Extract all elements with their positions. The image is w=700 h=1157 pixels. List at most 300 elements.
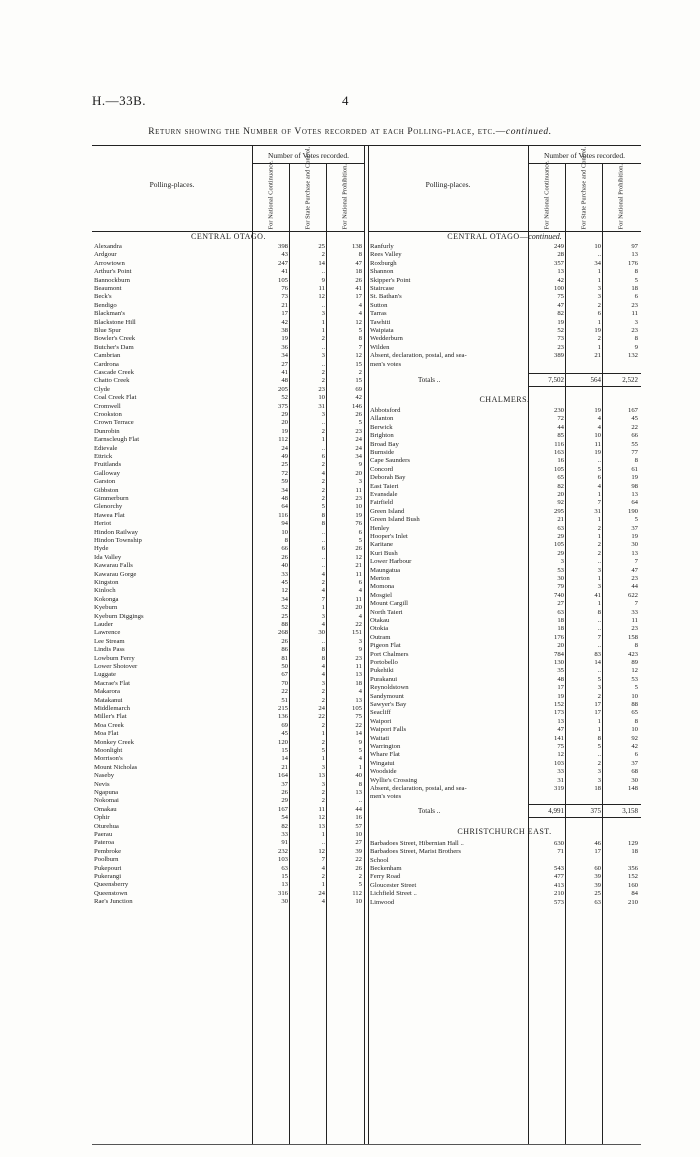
national-continuance-votes: 47 xyxy=(557,301,564,309)
state-purchase-votes: 13 xyxy=(318,772,325,780)
national-prohibition-votes: 30 xyxy=(631,776,638,784)
national-continuance-votes: 49 xyxy=(281,453,288,460)
table-row xyxy=(92,814,365,822)
state-purchase-votes: 5 xyxy=(597,743,601,750)
polling-place-name: Moonlight xyxy=(94,747,123,754)
page-header xyxy=(0,93,700,113)
state-purchase-votes: .. xyxy=(321,268,325,276)
polling-place-name: Warrington xyxy=(370,743,401,750)
table-row xyxy=(368,735,641,743)
state-purchase-votes: 2 xyxy=(597,692,601,700)
state-purchase-votes: 41 xyxy=(594,591,601,599)
state-purchase-votes: 4 xyxy=(597,423,601,431)
national-prohibition-votes: 12 xyxy=(631,667,638,675)
state-purchase-votes: 1 xyxy=(321,730,325,738)
national-continuance-votes: 26 xyxy=(281,553,288,561)
state-purchase-votes: 12 xyxy=(318,293,325,301)
polling-place-name: Gloucester Street xyxy=(370,881,417,889)
table-row xyxy=(92,713,365,721)
national-continuance-votes: 116 xyxy=(554,440,564,448)
national-continuance-votes: 45 xyxy=(281,730,288,738)
polling-place-name: Kingston xyxy=(94,579,119,586)
state-purchase-votes: 2 xyxy=(321,721,325,729)
polling-place-name: Tarras xyxy=(370,310,387,318)
national-prohibition-votes: 4 xyxy=(358,301,362,309)
state-purchase-votes: 6 xyxy=(597,474,601,482)
national-continuance-votes: 630 xyxy=(553,839,564,847)
national-continuance-votes: 26 xyxy=(281,637,288,645)
national-continuance-votes: 36 xyxy=(281,343,288,351)
state-purchase-votes: 22 xyxy=(318,713,325,721)
national-continuance-votes: 40 xyxy=(281,562,288,570)
national-prohibition-votes: 356 xyxy=(627,865,638,872)
table-row xyxy=(92,268,365,276)
state-purchase-votes: 11 xyxy=(594,440,601,448)
table-row xyxy=(368,709,641,717)
national-prohibition-votes: 64 xyxy=(631,499,638,507)
table-row xyxy=(368,793,641,801)
state-purchase-votes: 2 xyxy=(321,427,325,435)
table-row xyxy=(368,319,641,327)
table-row xyxy=(92,419,365,427)
national-continuance-votes: 23 xyxy=(557,343,564,351)
document-title xyxy=(60,127,640,137)
national-continuance-votes: 28 xyxy=(557,251,564,259)
table-row xyxy=(92,638,365,646)
polling-place-name: Absent, declaration, postal, and sea- xyxy=(370,352,467,360)
national-prohibition-votes: 152 xyxy=(627,873,638,881)
table-row xyxy=(368,600,641,608)
table-row xyxy=(368,857,641,865)
table-row xyxy=(92,260,365,268)
polling-place-name: Absent, declaration, postal, and sea- xyxy=(370,785,467,792)
state-purchase-votes: 3 xyxy=(321,310,325,318)
national-continuance-votes: 130 xyxy=(553,659,564,666)
table-row xyxy=(92,646,365,654)
polling-place-name: Gimmerburn xyxy=(94,495,129,502)
national-continuance-votes: 94 xyxy=(281,520,288,528)
polling-place-name: Alexandra xyxy=(94,243,122,250)
polling-place-name: Monkey Creek xyxy=(94,738,134,746)
state-purchase-votes: 1 xyxy=(597,268,601,276)
state-purchase-votes: 1 xyxy=(597,533,601,540)
state-purchase-votes: 2 xyxy=(597,541,601,549)
right-table-body xyxy=(368,232,641,1144)
state-purchase-votes: 46 xyxy=(594,839,601,847)
state-purchase-votes: 17 xyxy=(594,701,601,708)
table-row xyxy=(92,890,365,898)
table-row xyxy=(92,327,365,335)
national-continuance-votes: 30 xyxy=(557,575,564,582)
polling-place-name: School xyxy=(370,856,389,864)
table-row xyxy=(368,533,641,541)
polling-place-name: Galloway xyxy=(94,469,120,477)
national-continuance-votes: 91 xyxy=(281,839,288,847)
polling-place-name: Paerau xyxy=(94,831,113,838)
table-row xyxy=(92,621,365,629)
national-prohibition-votes: 19 xyxy=(355,511,362,519)
polling-place-name: Ophir xyxy=(94,814,110,822)
national-prohibition-votes: 8 xyxy=(358,335,362,343)
polling-place-name: Kawarau Gorge xyxy=(94,570,137,578)
national-continuance-votes: 413 xyxy=(553,881,564,889)
polling-places-header: Polling-places. xyxy=(425,180,471,189)
national-prohibition-votes: 129 xyxy=(627,839,638,847)
state-purchase-votes: 39 xyxy=(594,881,601,889)
polling-place-name: Kokonga xyxy=(94,595,119,603)
national-prohibition-votes: 77 xyxy=(631,449,638,456)
national-prohibition-votes: 11 xyxy=(355,663,362,670)
state-purchase-votes: .. xyxy=(321,839,325,847)
national-prohibition-votes: 75 xyxy=(355,713,362,721)
polling-place-name: Ardgour xyxy=(94,251,117,259)
national-continuance-votes: 176 xyxy=(553,633,564,641)
national-prohibition-votes: 33 xyxy=(631,608,638,616)
table-row xyxy=(92,873,365,881)
polling-place-name: Pukerangi xyxy=(94,873,122,880)
state-purchase-votes: 2 xyxy=(597,301,601,309)
national-continuance-votes: 163 xyxy=(553,449,564,456)
polling-place-name: Ida Valley xyxy=(94,553,122,561)
polling-place-name: Lindis Pass xyxy=(94,646,125,654)
national-prohibition-votes: 18 xyxy=(631,848,638,856)
table-row xyxy=(368,407,641,415)
polling-place-name: East Taieri xyxy=(370,482,399,490)
polling-place-name: Kyeburn xyxy=(94,604,118,612)
national-prohibition-votes: 3 xyxy=(358,478,362,486)
national-prohibition-votes: 55 xyxy=(631,440,638,448)
table-row xyxy=(368,344,641,352)
state-purchase-votes: 12 xyxy=(318,847,325,855)
table-row xyxy=(92,848,365,856)
national-prohibition-votes: 98 xyxy=(631,482,638,490)
national-prohibition-votes: 47 xyxy=(631,566,638,574)
national-prohibition-votes: 12 xyxy=(355,318,362,326)
national-prohibition-votes: 4 xyxy=(358,587,362,595)
state-purchase-votes: 2 xyxy=(321,789,325,796)
national-continuance-votes: 13 xyxy=(557,268,564,276)
national-continuance-votes: 19 xyxy=(557,692,564,700)
table-row xyxy=(92,747,365,755)
table-row xyxy=(368,457,641,465)
polling-place-name: Kuri Bush xyxy=(370,549,398,557)
table-row xyxy=(92,856,365,864)
table-row xyxy=(92,705,365,713)
national-prohibition-votes: 105 xyxy=(351,705,362,712)
totals-row xyxy=(368,806,641,816)
national-continuance-votes: 13 xyxy=(281,881,288,889)
table-row xyxy=(368,625,641,633)
state-purchase-votes: 7 xyxy=(597,499,601,507)
national-prohibition-votes: 6 xyxy=(358,579,362,586)
national-prohibition-votes: 10 xyxy=(631,726,638,734)
national-prohibition-votes: 97 xyxy=(631,243,638,250)
national-continuance-votes: 120 xyxy=(277,738,288,746)
polling-place-name: Sawyer's Bay xyxy=(370,701,407,708)
polling-place-name: Lawrence xyxy=(94,629,121,637)
state-purchase-votes: 2 xyxy=(321,335,325,343)
table-row xyxy=(92,529,365,537)
national-continuance-votes: 398 xyxy=(277,243,288,250)
national-continuance-votes: 47 xyxy=(557,726,564,734)
state-purchase-votes: 4 xyxy=(321,570,325,578)
table-row xyxy=(92,781,365,789)
state-purchase-votes: .. xyxy=(597,667,601,675)
state-purchase-votes: 63 xyxy=(594,898,601,906)
total-national-prohibition: 2,522 xyxy=(622,376,638,384)
table-row xyxy=(368,474,641,482)
polling-places-header: Polling-places. xyxy=(149,180,195,189)
polling-place-name: Whare Flat xyxy=(370,751,400,759)
document-title-continued: continued. xyxy=(505,127,552,137)
national-continuance-votes: 26 xyxy=(281,789,288,796)
table-row xyxy=(92,403,365,411)
national-prohibition-votes: 6 xyxy=(634,293,638,301)
state-purchase-votes: 1 xyxy=(597,318,601,326)
national-continuance-votes: 48 xyxy=(281,495,288,502)
national-prohibition-votes: 69 xyxy=(355,385,362,393)
state-purchase-votes: .. xyxy=(597,751,601,759)
national-continuance-votes: 85 xyxy=(557,432,564,440)
national-continuance-votes: 105 xyxy=(277,276,288,284)
table-row xyxy=(368,701,641,709)
polling-place-name: Omakau xyxy=(94,805,117,813)
national-continuance-votes: 103 xyxy=(553,759,564,767)
national-continuance-votes: 29 xyxy=(557,533,564,540)
table-row xyxy=(92,865,365,873)
state-purchase-votes: 2 xyxy=(321,495,325,502)
state-purchase-header: For State Purchase and Control. xyxy=(580,146,587,229)
national-prohibition-votes: 13 xyxy=(631,251,638,259)
national-prohibition-votes: 44 xyxy=(631,583,638,591)
table-row xyxy=(92,243,365,251)
national-continuance-votes: 19 xyxy=(281,427,288,435)
table-row xyxy=(92,277,365,285)
national-prohibition-votes: 151 xyxy=(351,629,362,637)
polling-place-name: Miller's Flat xyxy=(94,713,127,721)
national-prohibition-votes: 12 xyxy=(355,553,362,561)
national-continuance-votes: 34 xyxy=(281,595,288,603)
national-prohibition-votes: 88 xyxy=(631,701,638,708)
national-continuance-votes: 543 xyxy=(553,865,564,872)
polling-place-name: Queensberry xyxy=(94,881,129,889)
table-row xyxy=(368,558,641,566)
table-row xyxy=(92,377,365,385)
table-row xyxy=(368,293,641,301)
national-prohibition-votes: 2 xyxy=(358,369,362,376)
national-continuance-votes: 63 xyxy=(281,864,288,872)
national-prohibition-header: For National Prohibition. xyxy=(617,163,624,229)
national-prohibition-votes: 11 xyxy=(631,617,638,624)
table-row xyxy=(368,651,641,659)
table-row xyxy=(368,525,641,533)
state-purchase-votes: 1 xyxy=(597,516,601,524)
national-prohibition-votes: .. xyxy=(358,797,362,805)
national-prohibition-votes: 17 xyxy=(355,293,362,301)
national-prohibition-votes: 8 xyxy=(634,717,638,725)
polling-place-name: Crown Terrace xyxy=(94,419,134,427)
table-row xyxy=(368,361,641,369)
table-row xyxy=(92,722,365,730)
national-prohibition-votes: 167 xyxy=(627,407,638,414)
table-row xyxy=(368,516,641,524)
state-purchase-votes: 2 xyxy=(321,461,325,469)
polling-place-name: Beaumont xyxy=(94,285,122,292)
polling-place-name: Blue Spur xyxy=(94,327,121,334)
polling-place-name: Lowburn Ferry xyxy=(94,654,135,662)
state-purchase-votes: 39 xyxy=(594,873,601,881)
state-purchase-votes: 31 xyxy=(594,507,601,515)
state-purchase-votes: 8 xyxy=(321,646,325,654)
polling-place-name: Naseby xyxy=(94,772,115,780)
national-prohibition-votes: 61 xyxy=(631,465,638,473)
polling-place-name: Sandymount xyxy=(370,692,404,700)
national-prohibition-votes: 132 xyxy=(627,352,638,360)
national-continuance-votes: 247 xyxy=(277,259,288,267)
national-continuance-header: For National Continuance. xyxy=(267,159,274,229)
national-continuance-votes: 375 xyxy=(277,402,288,410)
national-prohibition-votes: 5 xyxy=(634,516,638,524)
totals-row xyxy=(368,375,641,385)
national-continuance-votes: 48 xyxy=(281,377,288,385)
national-prohibition-votes: 9 xyxy=(634,343,638,351)
polling-place-name: Portobello xyxy=(370,659,398,666)
polling-place-name: Arthur's Point xyxy=(94,268,132,276)
table-row xyxy=(92,739,365,747)
polling-place-name: Blackman's xyxy=(94,310,125,318)
state-purchase-votes: .. xyxy=(597,617,601,624)
polling-place-name: Luggate xyxy=(94,671,116,679)
table-row xyxy=(92,655,365,663)
national-prohibition-votes: 5 xyxy=(358,419,362,427)
table-row xyxy=(92,453,365,461)
number-of-votes-header: Number of Votes recorded. xyxy=(268,151,349,160)
national-prohibition-votes: 23 xyxy=(631,301,638,309)
national-prohibition-votes: 5 xyxy=(358,537,362,544)
table-row xyxy=(368,268,641,276)
table-row xyxy=(368,302,641,310)
table-row xyxy=(92,319,365,327)
national-prohibition-votes: 23 xyxy=(631,575,638,582)
state-purchase-votes: 8 xyxy=(597,734,601,742)
table-row xyxy=(368,466,641,474)
table-row xyxy=(92,386,365,394)
national-prohibition-votes: 11 xyxy=(355,595,362,603)
state-purchase-votes: 5 xyxy=(597,675,601,683)
national-prohibition-header: For National Prohibition. xyxy=(341,163,348,229)
polling-place-name: Chatto Creek xyxy=(94,377,130,385)
state-purchase-votes: 1 xyxy=(597,575,601,582)
table-row xyxy=(92,461,365,469)
table-row xyxy=(92,394,365,402)
state-purchase-votes: 2 xyxy=(321,738,325,746)
table-row xyxy=(368,441,641,449)
national-prohibition-votes: 176 xyxy=(627,259,638,267)
polling-place-name: Henley xyxy=(370,524,390,532)
state-purchase-votes: 1 xyxy=(321,831,325,838)
national-prohibition-votes: 7 xyxy=(634,558,638,566)
state-purchase-votes: 1 xyxy=(597,343,601,351)
table-row xyxy=(368,617,641,625)
table-row xyxy=(92,445,365,453)
polling-place-name: St. Bathan's xyxy=(370,293,402,301)
polling-place-name: Kinloch xyxy=(94,587,116,595)
national-continuance-votes: 21 xyxy=(281,301,288,309)
table-bottom-rule xyxy=(92,1144,641,1145)
state-purchase-votes: 2 xyxy=(597,524,601,532)
total-state-purchase: 375 xyxy=(590,806,601,815)
polling-place-name: Poolburn xyxy=(94,856,119,864)
polling-place-name: Barbadoes Street, Hibernian Hall .. xyxy=(370,839,464,847)
polling-place-name: Arrowtown xyxy=(94,259,125,267)
national-continuance-votes: 52 xyxy=(557,327,564,334)
national-prohibition-votes: 10 xyxy=(355,831,362,838)
table-row xyxy=(92,839,365,847)
national-prohibition-votes: 23 xyxy=(631,625,638,633)
table-row xyxy=(368,508,641,516)
table-row xyxy=(368,550,641,558)
national-continuance-votes: 173 xyxy=(553,709,564,717)
national-prohibition-votes: 11 xyxy=(355,570,362,578)
national-continuance-votes: 19 xyxy=(281,335,288,343)
polling-place-name: Waipiata xyxy=(370,327,394,334)
polling-place-name: Blackstone Hill xyxy=(94,318,136,326)
polling-place-name: Evansdale xyxy=(370,491,398,498)
state-purchase-votes: 5 xyxy=(597,465,601,473)
state-purchase-votes: 3 xyxy=(321,352,325,360)
national-continuance-votes: 15 xyxy=(281,873,288,880)
national-continuance-votes: 37 xyxy=(281,780,288,788)
national-prohibition-votes: 23 xyxy=(355,427,362,435)
table-row xyxy=(368,718,641,726)
polling-place-name: Outram xyxy=(370,633,391,641)
polling-place-name: Heriot xyxy=(94,520,112,528)
polling-place-name: Bendigo xyxy=(94,301,117,309)
table-row xyxy=(368,575,641,583)
national-continuance-votes: 210 xyxy=(553,890,564,898)
polling-place-name: Waipori Falls xyxy=(370,726,407,734)
national-continuance-votes: 141 xyxy=(553,734,564,742)
table-row xyxy=(92,503,365,511)
table-row xyxy=(368,251,641,259)
state-purchase-votes: .. xyxy=(597,251,601,259)
polling-place-name: Hooper's Inlet xyxy=(370,533,408,540)
polling-place-name: Macrae's Flat xyxy=(94,679,130,687)
polling-place-name: Moa Flat xyxy=(94,730,119,738)
national-continuance-votes: 27 xyxy=(557,600,564,608)
table-row xyxy=(368,567,641,575)
state-purchase-votes: 30 xyxy=(318,629,325,637)
total-national-prohibition: 3,158 xyxy=(622,806,638,815)
state-purchase-votes: 19 xyxy=(594,449,601,456)
state-purchase-votes: 11 xyxy=(318,285,325,292)
national-continuance-votes: 25 xyxy=(281,612,288,620)
state-purchase-votes: 3 xyxy=(321,780,325,788)
state-purchase-votes: 4 xyxy=(321,663,325,670)
national-continuance-votes: 44 xyxy=(557,423,564,431)
national-continuance-votes: 22 xyxy=(281,688,288,696)
polling-place-name: Ferry Road xyxy=(370,873,401,881)
table-row xyxy=(92,436,365,444)
table-row xyxy=(92,604,365,612)
state-purchase-votes: 6 xyxy=(597,310,601,318)
national-prohibition-votes: 92 xyxy=(631,734,638,742)
national-prohibition-votes: 10 xyxy=(355,898,362,906)
national-prohibition-votes: 146 xyxy=(351,402,362,410)
polling-place-name: Mount Cargill xyxy=(370,600,408,608)
state-purchase-header: For State Purchase and Control. xyxy=(304,146,311,229)
table-row xyxy=(92,537,365,545)
